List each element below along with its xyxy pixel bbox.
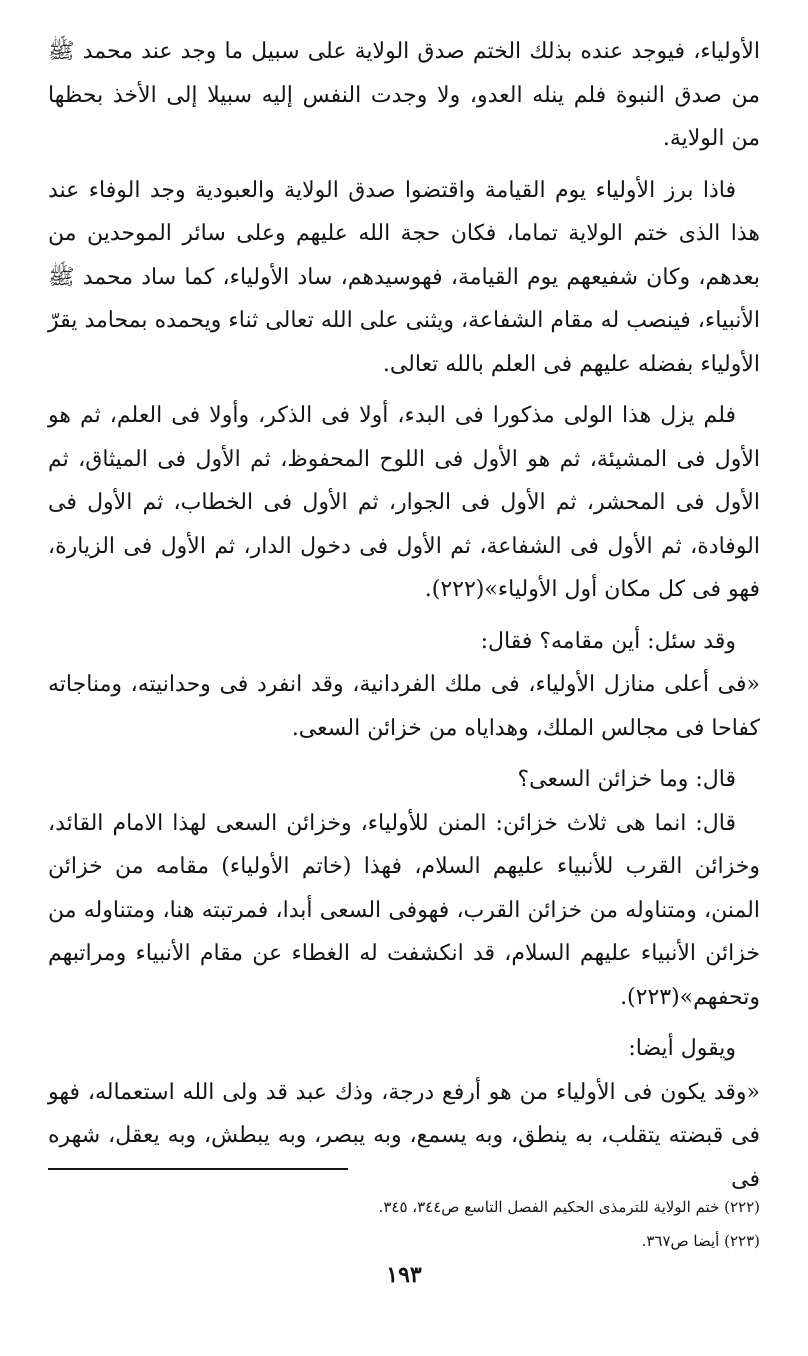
paragraph-2: فاذا برز الأولياء يوم القيامة واقتضوا صدق الولاية والعبودية وجد الوفاء عند هذا الذى ختم الولاية تماما، فكان حجة الله عليهم وعلى سائر الموحدين من بعدهم، وكان شفيعهم يوم القيامة، فهوسيدهم، ساد الأولياء، كما ساد محمد ﷺ الأنبياء، فينصب له مقام الشفاعة، ويثنى على الله تعالى ثناء ويحمده بمحامد يقرّ الأولياء بفضله عليهم فى العلم بالله تعالى.: [48, 177, 760, 377]
paragraph-7: قال: انما هى ثلاث خزائن: المنن للأولياء، وخزائن السعى لهذا الامام القائد، وخزائن القرب للأنبياء عليهم السلام، فهذا (خاتم الأولياء) مقامه من خزائن المنن، ومتناوله من خزائن القرب، فهوفى السعى أبدا، فمرتبته هنا، ومتناوله من خزائن الأنبياء عليهم السلام، قد انكشفت له الغطاء عن مقام الأنبياء ومراتبهم وتحفهم»(٢٢٣).: [48, 810, 761, 1010]
footnote-divider: [48, 1168, 348, 1170]
paragraph-4: وقد سئل: أين مقامه؟ فقال:: [480, 628, 736, 654]
page-number: ١٩٣: [386, 1262, 422, 1288]
paragraph-5: «فى أعلى منازل الأولياء، فى ملك الفردانية، وقد انفرد فى وحدانيته، ومناجاته كفاحا فى مجالس الملك، وهداياه من خزائن السعى.: [48, 672, 760, 741]
paragraph-3: فلم يزل هذا الولى مذكورا فى البدء، أولا فى الذكر، وأولا فى العلم، ثم هو الأول فى المشيئة، ثم هو الأول فى اللوح المحفوظ، ثم الأول فى الميثاق، ثم الأول فى المحشر، ثم الأول فى الجوار، ثم الأول فى الخطاب، ثم الأول فى الوفادة، ثم الأول فى الشفاعة، ثم الأول فى دخول الدار، ثم الأول فى الزيارة، فهو فى كل مكان أول الأولياء»(٢٢٢).: [48, 403, 760, 602]
paragraph-9: «وقد يكون فى الأولياء من هو أرفع درجة، وذك عبد قد ولى الله استعماله، فهو فى قبضته يتقلب، به ينطق، وبه يسمع، وبه يبصر، وبه يبطش، وبه يعقل، شهره فى: [48, 1079, 760, 1192]
paragraph-6: قال: وما خزائن السعى؟: [517, 767, 736, 792]
footnotes: [48, 1190, 760, 1258]
main-text: [48, 30, 760, 1201]
footnote-222: (٢٢٢) ختم الولاية للترمذى الحكيم الفصل التاسع ص٣٤٤، ٣٤٥.: [378, 1198, 760, 1216]
paragraph-1: الأولياء، فيوجد عنده بذلك الختم صدق الولاية على سبيل ما وجد عند محمد ﷺ من صدق النبوة فلم ينله العدو، ولا وجدت النفس إليه سبيلا إلى الأخذ بحظها من الولاية.: [48, 39, 760, 151]
paragraph-8: ويقول أيضا:: [628, 1036, 736, 1061]
footnote-223: (٢٢٣) أيضا ص٣٦٧.: [641, 1232, 760, 1250]
